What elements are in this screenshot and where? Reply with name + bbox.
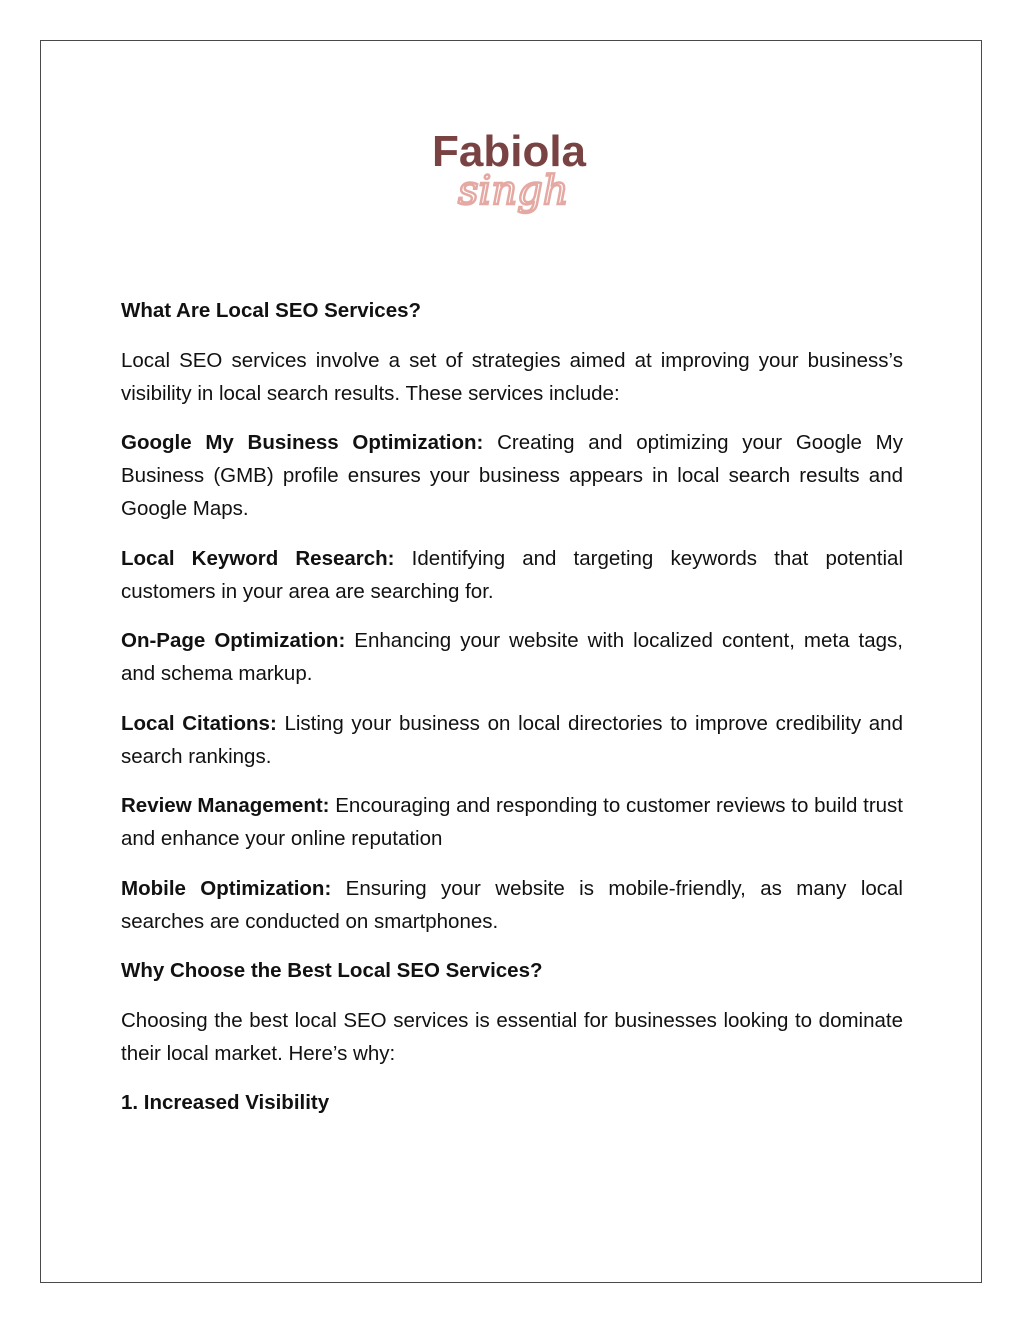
section-heading-why-choose: Why Choose the Best Local SEO Services? [121, 959, 543, 982]
service-item-text: Listing your business on local directories to improve credibility and search rankings. [121, 711, 903, 768]
brand-logo [430, 120, 600, 230]
section-heading-local-seo: What Are Local SEO Services? [121, 299, 422, 322]
service-item-label: Google My Business Optimization: [121, 431, 484, 454]
service-item-gmb [121, 426, 903, 525]
svg-text:singh: singh [458, 168, 569, 214]
service-item-label: Review Management: [121, 794, 330, 817]
service-item-text: Ensuring your website is mobile-friendly, as many local searches are conducted on smartphones. [121, 876, 903, 933]
svg-text:Fabiola: Fabiola [432, 127, 587, 176]
subheading-increased-visibility: 1. Increased Visibility [121, 1091, 330, 1114]
service-item-text: Creating and optimizing your Google My Business (GMB) profile ensures your business appears in local search results and Google Maps. [121, 431, 904, 520]
service-item-label: Local Keyword Research: [121, 546, 395, 570]
service-item-on-page [121, 624, 903, 690]
brand-logo-graphic [430, 120, 600, 230]
service-item-text: Encouraging and responding to customer reviews to build trust and enhance your online reputation [121, 794, 903, 850]
intro-paragraph: Local SEO services involve a set of strategies aimed at improving your business’s visibility in local search results. These services include: [121, 348, 903, 405]
service-item-reviews [121, 789, 903, 855]
why-paragraph: Choosing the best local SEO services is essential for businesses looking to dominate their local market. Here’s why: [121, 1008, 903, 1065]
document-body [121, 294, 903, 1136]
service-item-citations [121, 707, 903, 773]
service-item-mobile [121, 872, 903, 938]
service-item-text: Identifying and targeting keywords that potential customers in your area are searching for. [121, 546, 903, 603]
service-item-label: On-Page Optimization: [121, 629, 346, 652]
service-item-text: Enhancing your website with localized content, meta tags, and schema markup. [121, 629, 903, 685]
service-item-label: Local Citations: [121, 711, 277, 735]
service-item-label: Mobile Optimization: [121, 876, 332, 900]
service-item-keyword-research [121, 542, 903, 608]
